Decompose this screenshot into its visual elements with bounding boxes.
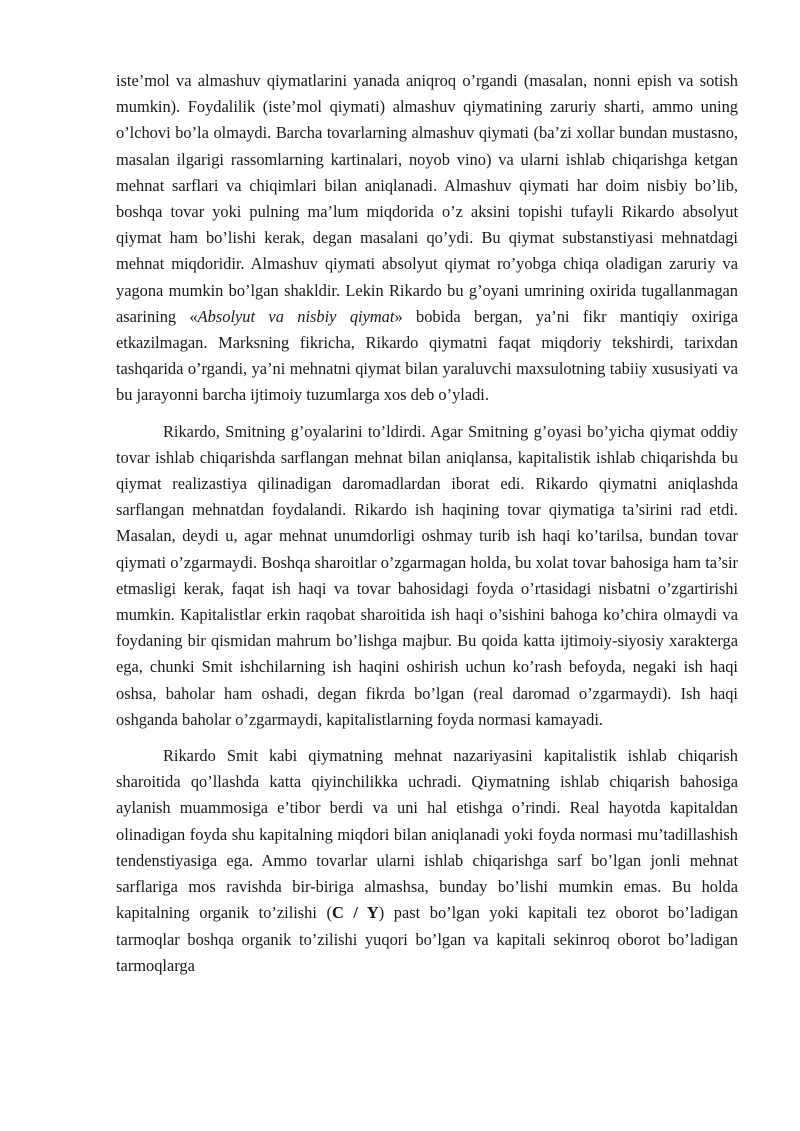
paragraph-text: » bobida bergan, ya’ni fikr mantiqiy oxiriga etkazilmagan. Marksning fikricha, Rikardo qiymatni faqat miqdoriy tekshirdi, tarixdan tashqarida o’rgandi, ya’ni mehnatni qiymat bilan yaraluvchi maxsulotning tabiiy xususiyati va bu jarayonni barcha ijtimoiy tuzumlarga xos deb o’yladi. <box>116 306 739 405</box>
paragraph <box>116 68 738 409</box>
paragraph-text: ) past bo’lgan yoki kapitali tez oborot bo’ladigan tarmoqlar boshqa organik to’zilishi yuqori bo’lgan va kapitali sekinroq oborot bo’ladigan tarmoqlarga <box>116 903 738 975</box>
document-page <box>116 68 738 989</box>
italic-title: Absolyut va nisbiy qiymat <box>197 306 395 326</box>
paragraph-text: iste’mol va almashuv qiymatlarini yanada aniqroq o’rgandi (masalan, nonni epish va sotish mumkin). Foydalilik (iste’mol qiymati) almashuv qiymatining zaruriy sharti, ammo uning o’lchovi bo’la olmaydi. Barcha tovarlarning almashuv qiymati (ba’zi xollar bundan mustasno, masalan ilgarigi rassomlarning kartinalari, noyob vino) va ularni ishlab chiqarishga ketgan mehnat sarflari va chiqimlari bilan aniqlanadi. Almashuv qiymati har doim nisbiy bo’lib, boshqa tovar yoki pulning ma’lum miqdorida o’z aksini topishi tufayli Rikardo absolyut qiymat ham bo’lishi kerak, degan masalani qo’ydi. Bu qiymat substanstiyasi mehnatdagi mehnat miqdoridir. Almashuv qiymati absolyut qiymat ro’yobga chiqa oladigan zaruriy va yagona mumkin bo’lgan shakldir. Lekin Rikardo bu g’oyani umrining oxirida tugallanmagan asarining « <box>116 71 738 326</box>
paragraph <box>116 419 738 733</box>
paragraph-text: Rikardo, Smitning g’oyalarini to’ldirdi. Agar Smitning g’oyasi bo’yicha qiymat oddiy tovar ishlab chiqarishda sarflangan mehnat bilan aniqlansa, kapitalistik ishlab chiqarishda bu qiymat realizastiya qilinadigan daromadlardan iborat edi. Rikardo qiymatni aniqlashda sarflangan mehnatdan foydalandi. Rikardo ish haqining tovar qiymatiga ta’sirini rad etdi. Masalan, deydi u, agar mehnat unumdorligi oshmay turib ish haqi ko’tarilsa, bundan tovar qiymati o’zgarmaydi. Boshqa sharoitlar o’zgarmagan holda, bu xolat tovar bahosiga ham ta’sir etmasligi kerak, faqat ish haqi va tovar bahosidagi foyda o’rtasidagi nisbatni o’zgartirishi mumkin. Kapitalistlar erkin raqobat sharoitida ish haqi o’sishini bahoga ko’chira olmaydi va foydaning bir qismidan mahrum bo’lishga majbur. Bu qoida katta ijtimoiy-siyosiy xarakterga ega, chunki Smit ishchilarning ish haqini oshirish uchun ko’rash befoyda, negaki ish haqi oshsa, baholar ham oshadi, degan fikrda bo’lgan (real daromad o’zgarmaydi). Ish haqi oshganda baholar o’zgarmaydi, kapitalistlarning foyda normasi kamayadi. <box>116 421 738 729</box>
paragraph <box>116 743 738 979</box>
formula: C / Y <box>331 903 379 923</box>
paragraph-text: Rikardo Smit kabi qiymatning mehnat nazariyasini kapitalistik ishlab chiqarish sharoitida qo’llashda katta qiyinchilikka uchradi. Qiymatning ishlab chiqarish bahosiga aylanish muammosiga e’tibor berdi va uni hal etishga o’rindi. Real hayotda kapitaldan olinadigan foyda shu kapitalning miqdori bilan aniqlanadi yoki foyda normasi mu’tadillashish tendenstiyasiga ega. Ammo tovarlar ularni ishlab chiqarishga sarf bo’lgan jonli mehnat sarflariga mos ravishda bir-biriga almashsa, bunday bo’lishi mumkin emas. Bu holda kapitalning organik to’zilishi ( <box>116 746 738 923</box>
